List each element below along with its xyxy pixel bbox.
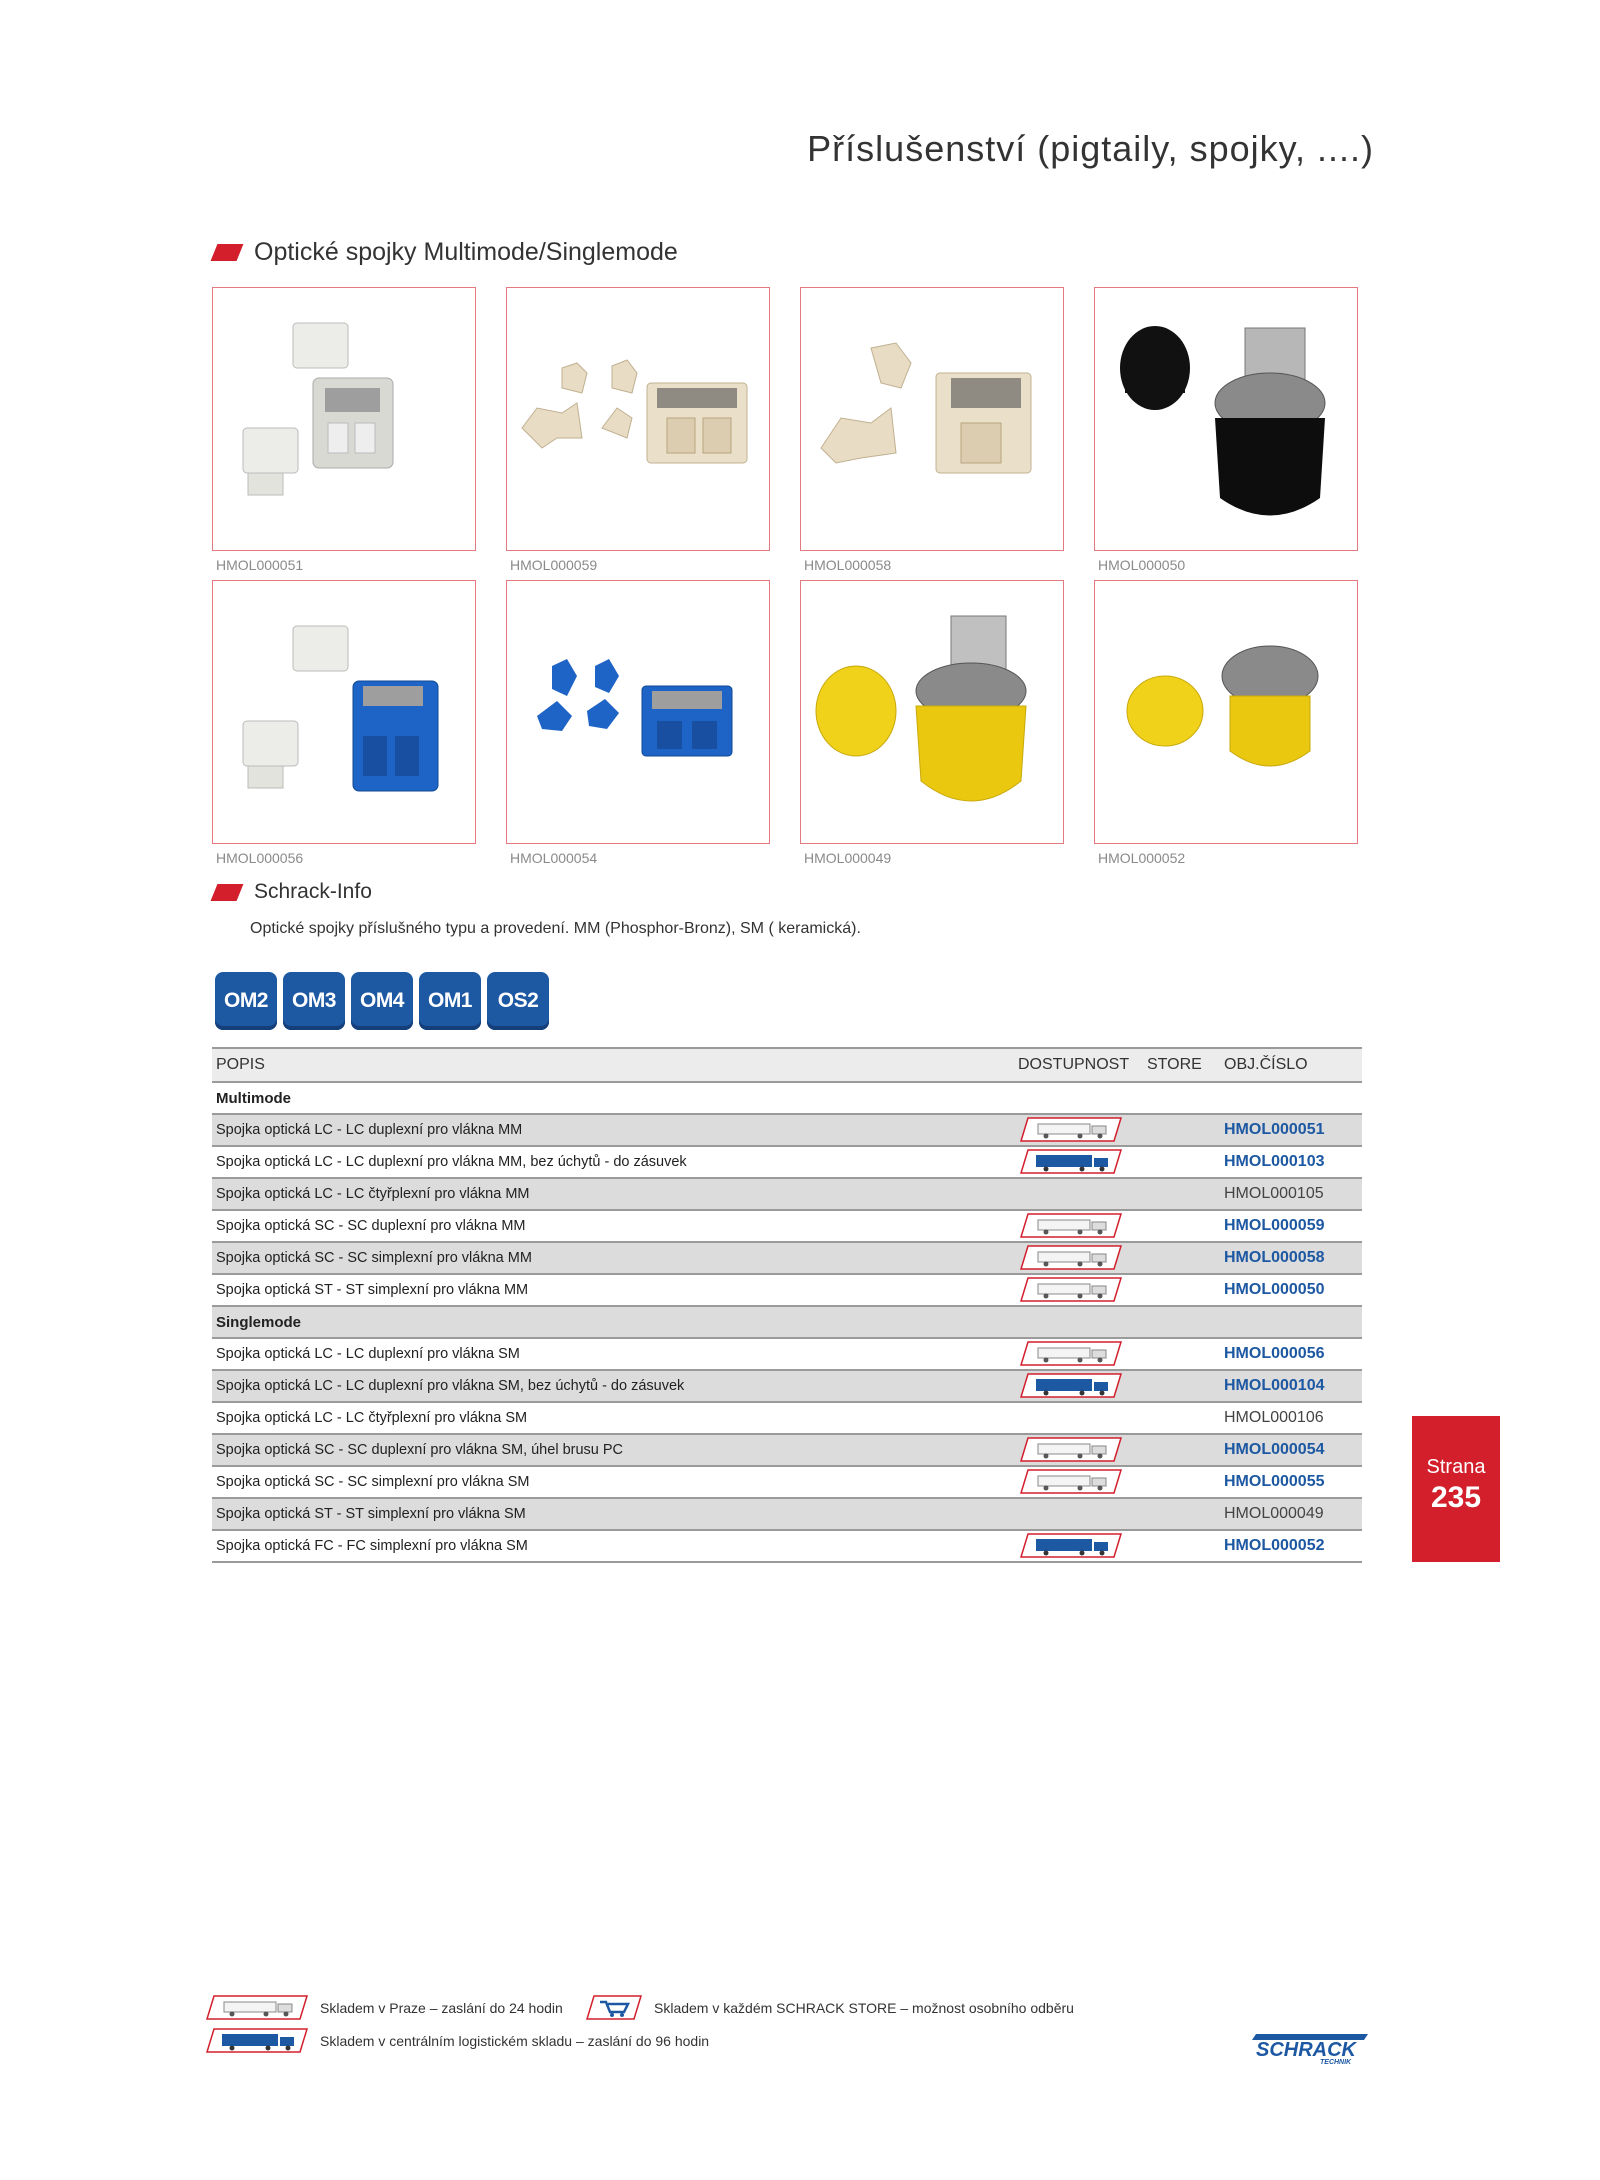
- table-row: [212, 1467, 1362, 1499]
- row-description: Spojka optická LC - LC duplexní pro vlákna SM: [216, 1346, 520, 1362]
- order-number: HMOL000049: [1224, 1505, 1324, 1522]
- page-title: Příslušenství (pigtaily, spojky, ....): [807, 128, 1374, 169]
- svg-text:SCHRACK: SCHRACK: [1256, 2039, 1356, 2061]
- truck-white-icon: [1020, 1117, 1122, 1142]
- order-number-link[interactable]: HMOL000104: [1224, 1377, 1325, 1394]
- product-code: HMOL000051: [216, 557, 304, 573]
- header-order-number: OBJ.ČÍSLO: [1224, 1056, 1308, 1073]
- truck-white-icon: [1020, 1277, 1122, 1302]
- truck-white-icon: [1020, 1341, 1122, 1366]
- order-number-link[interactable]: HMOL000059: [1224, 1217, 1325, 1234]
- page-number-label: Strana: [1426, 1456, 1486, 1478]
- row-description: Spojka optická SC - SC simplexní pro vlákna SM: [216, 1474, 530, 1490]
- header-availability: DOSTUPNOST: [1018, 1056, 1130, 1073]
- page-number: 235: [1430, 1481, 1482, 1514]
- schrack-logo: [1250, 2030, 1370, 2071]
- row-description: Spojka optická ST - ST simplexní pro vlákna SM: [216, 1506, 526, 1522]
- info-text: Optické spojky příslušného typu a provedení. MM (Phosphor-Bronz), SM ( keramická).: [250, 920, 861, 937]
- fiber-badges: [215, 972, 549, 1030]
- table-row: [212, 1499, 1362, 1531]
- truck-white-icon: [1020, 1469, 1122, 1494]
- table-row: [212, 1403, 1362, 1435]
- order-number: HMOL000105: [1224, 1185, 1324, 1202]
- product-image: [506, 287, 770, 551]
- product-code: HMOL000049: [804, 850, 892, 866]
- table-body: [212, 1083, 1362, 1563]
- table-row: [212, 1243, 1362, 1275]
- row-description: Spojka optická LC - LC duplexní pro vlákna MM, bez úchytů - do zásuvek: [216, 1154, 687, 1170]
- truck-white-icon: [1020, 1437, 1122, 1462]
- order-number: HMOL000106: [1224, 1409, 1324, 1426]
- svg-text:TECHNIK: TECHNIK: [1320, 2059, 1352, 2066]
- product-image: [1094, 580, 1358, 844]
- table-group-row: [212, 1307, 1362, 1339]
- row-description: Spojka optická SC - SC duplexní pro vlákna MM: [216, 1218, 526, 1234]
- order-number-link[interactable]: HMOL000058: [1224, 1249, 1325, 1266]
- product-image: [1094, 287, 1358, 551]
- section-heading-info: [214, 880, 372, 904]
- legend-central: [206, 2028, 709, 2053]
- product-code: HMOL000054: [510, 850, 598, 866]
- product-tile[interactable]: [800, 287, 1064, 573]
- header-store: STORE: [1147, 1056, 1202, 1073]
- product-image: [800, 580, 1064, 844]
- product-tile[interactable]: [506, 580, 770, 866]
- section-bullet: [211, 884, 244, 901]
- order-number-link[interactable]: HMOL000056: [1224, 1345, 1325, 1362]
- section-bullet: [211, 244, 244, 261]
- table-row: [212, 1339, 1362, 1371]
- fiber-badge-om4: OM4: [351, 972, 413, 1030]
- legend-praha: [206, 1995, 563, 2020]
- table-header: [212, 1047, 1362, 1083]
- table-row: [212, 1275, 1362, 1307]
- fiber-badge-om3: OM3: [283, 972, 345, 1030]
- table-row: [212, 1147, 1362, 1179]
- legend-central-text: Skladem v centrálním logistickém skladu – zaslání do 96 hodin: [320, 2032, 710, 2049]
- product-code: HMOL000056: [216, 850, 304, 866]
- product-code: HMOL000059: [510, 557, 598, 573]
- row-description: Spojka optická FC - FC simplexní pro vlákna SM: [216, 1538, 528, 1554]
- product-code: HMOL000058: [804, 557, 892, 573]
- row-description: Spojka optická ST - ST simplexní pro vlákna MM: [216, 1282, 529, 1298]
- group-label: Multimode: [216, 1090, 291, 1107]
- page-number-tab: [1412, 1416, 1500, 1562]
- product-code: HMOL000052: [1098, 850, 1186, 866]
- product-image: [800, 287, 1064, 551]
- legend-praha-text: Skladem v Praze – zaslání do 24 hodin: [320, 1999, 563, 2016]
- table-row: [212, 1371, 1362, 1403]
- product-code: HMOL000050: [1098, 557, 1186, 573]
- order-number-link[interactable]: HMOL000052: [1224, 1537, 1325, 1554]
- row-description: Spojka optická LC - LC čtyřplexní pro vlákna SM: [216, 1410, 528, 1426]
- fiber-badge-os2: OS2: [487, 972, 549, 1030]
- truck-blue-icon: [1020, 1533, 1122, 1558]
- row-description: Spojka optická LC - LC duplexní pro vlákna SM, bez úchytů - do zásuvek: [216, 1378, 685, 1394]
- product-tile[interactable]: [1094, 287, 1358, 573]
- truck-white-icon: [1020, 1245, 1122, 1270]
- product-tile[interactable]: [800, 580, 1064, 866]
- order-number-link[interactable]: HMOL000055: [1224, 1473, 1325, 1490]
- table-group-row: [212, 1083, 1362, 1115]
- table-row: [212, 1435, 1362, 1467]
- truck-white-icon: [1020, 1213, 1122, 1238]
- order-number-link[interactable]: HMOL000103: [1224, 1153, 1325, 1170]
- product-tile[interactable]: [1094, 580, 1358, 866]
- product-image: [506, 580, 770, 844]
- section-title: Optické spojky Multimode/Singlemode: [254, 238, 678, 266]
- product-table: [212, 1047, 1362, 1563]
- product-image: [212, 287, 476, 551]
- header-description: POPIS: [216, 1056, 265, 1073]
- row-description: Spojka optická SC - SC duplexní pro vlákna SM, úhel brusu PC: [216, 1442, 624, 1458]
- truck-blue-icon: [1020, 1149, 1122, 1174]
- order-number-link[interactable]: HMOL000051: [1224, 1121, 1325, 1138]
- truck-white-icon: [206, 1995, 308, 2020]
- product-image: [212, 580, 476, 844]
- table-row: [212, 1531, 1362, 1563]
- fiber-badge-om1: OM1: [419, 972, 481, 1030]
- truck-blue-icon: [206, 2028, 308, 2053]
- order-number-link[interactable]: HMOL000050: [1224, 1281, 1325, 1298]
- product-tile[interactable]: [212, 287, 476, 573]
- section-heading-connectors: [214, 238, 678, 267]
- legend-store-text: Skladem v každém SCHRACK STORE – možnost osobního odběru: [654, 1999, 1074, 2016]
- order-number-link[interactable]: HMOL000054: [1224, 1441, 1325, 1458]
- table-row: [212, 1211, 1362, 1243]
- legend-store: [586, 1995, 1074, 2020]
- fiber-badge-om2: OM2: [215, 972, 277, 1030]
- row-description: Spojka optická LC - LC čtyřplexní pro vlákna MM: [216, 1186, 530, 1202]
- cart-icon: [586, 1995, 642, 2020]
- info-title: Schrack-Info: [254, 880, 372, 903]
- table-row: [212, 1179, 1362, 1211]
- truck-blue-icon: [1020, 1373, 1122, 1398]
- group-label: Singlemode: [216, 1314, 302, 1331]
- table-row: [212, 1115, 1362, 1147]
- product-tile[interactable]: [212, 580, 476, 866]
- row-description: Spojka optická LC - LC duplexní pro vlákna MM: [216, 1122, 523, 1138]
- row-description: Spojka optická SC - SC simplexní pro vlákna MM: [216, 1250, 532, 1266]
- product-tile[interactable]: [506, 287, 770, 573]
